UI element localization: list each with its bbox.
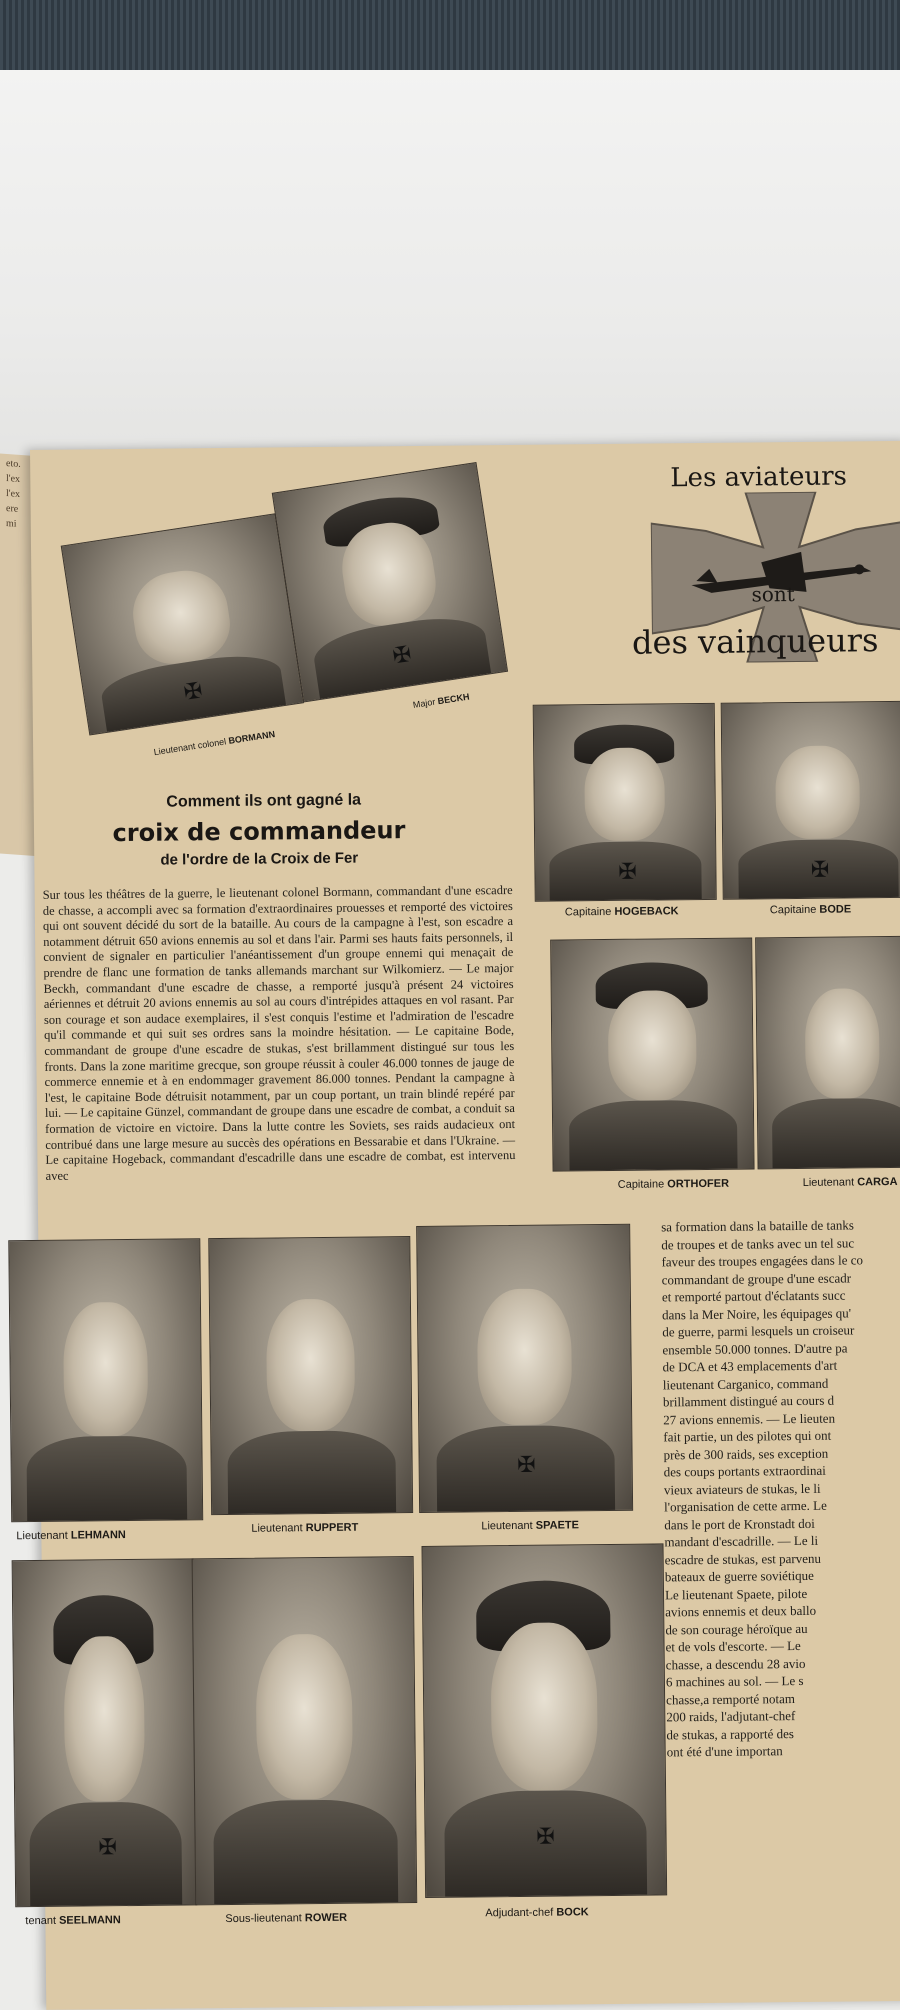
portrait-lehmann <box>8 1238 203 1522</box>
caption-orthofer: Capitaine ORTHOFER <box>617 1177 730 1191</box>
magazine-page <box>16 441 900 2010</box>
portrait-rower <box>192 1556 418 1905</box>
article-headline: croix de commandeur <box>112 816 406 848</box>
title-line-1: Les aviateurs <box>670 461 848 494</box>
portrait-orthofer <box>550 937 754 1171</box>
edge-text: mi <box>6 517 17 530</box>
edge-text: l'ex <box>6 487 21 500</box>
edge-text: ere <box>6 502 19 515</box>
caption-bormann: Lieutenant colonel BORMANN <box>153 728 276 758</box>
caption-ruppert: Lieutenant RUPPERT <box>251 1521 359 1535</box>
title-line-2: sont <box>751 581 795 607</box>
article-body: Sur tous les théâtres de la guerre, le lieutenant colonel Bormann, commandant d'une escadre de chasse, a accompli avec sa formation d'extraordinaires prouesses et remporté des victoires qui ont souvent décidé du sort de la bataille. Au cours de la campagne à l'est, son escadre a notamment détruit 650 avions ennemis au sol et dans l'air. Parmi ses hauts faits personnels, il convient de signaler en particulier l'anéantissement d'un groupe ennemi qui menaçait de prendre de flanc une formation de tanks allemands marchant sur Wilkomierz. — Le major Beckh, commandant d'une escadre de chasse, a remporté jusqu'à présent 24 victoires aériennes et détruit 20 avions ennemis au sol au cours d'intrépides attaques en vol rasant. Par son courage et son audace exemplaires, il s'est conquis l'estime et l'admiration de l'escadre qu'il commande et qui suit ses ordres sans la moindre hésitation. — Le capitaine Bode, commandant de groupe d'une escadre de stukas, s'est brillamment distingué sur tous les fronts. Dans la zone maritime grecque, son groupe réussit à couler 46.000 tonnes de jauge de commerce ennemie et à en endommager gravement 86.000 tonnes. Pendant la campagne à l'est, le capitaine Bode détruisit notamment, par un coup portant, un train blindé repéré par lui. — Le capitaine Günzel, commandant de groupe dans une escadre de combat, a conduit sa formation de victoire en victoire. Dans la lutte contre les Soviets, ses raids audacieux ont contribué dans une large mesure au succès des opérations en Bessarabie et dans l'Ukraine. — Le capitaine Hogeback, commandant d'escadrille dans une escadre de combat, est intervenu avec <box>42 882 516 1183</box>
title-line-3: des vainqueurs <box>631 621 879 662</box>
portrait-beckh: ✠ <box>272 462 508 703</box>
caption-seelmann: tenant SEELMANN <box>25 1914 121 1928</box>
portrait-hogeback: ✠ <box>533 703 717 902</box>
caption-beckh: Major BECKH <box>412 691 471 710</box>
portrait-spaete: ✠ <box>416 1224 633 1513</box>
caption-bock: Adjudant-chef BOCK <box>485 1906 589 1920</box>
caption-carganico: Lieutenant CARGA <box>802 1175 898 1189</box>
edge-text: l'ex <box>6 472 21 485</box>
caption-lehmann: Lieutenant LEHMANN <box>16 1529 126 1543</box>
table-surface <box>0 0 900 80</box>
portrait-ruppert <box>208 1236 413 1515</box>
portrait-bode: ✠ <box>721 701 900 900</box>
portrait-carganico <box>755 936 900 1170</box>
article-kicker: Comment ils ont gagné la <box>166 791 362 811</box>
edge-text: eto. <box>6 457 21 470</box>
portrait-bormann: ✠ <box>61 513 304 735</box>
article-subhead: de l'ordre de la Croix de Fer <box>160 849 359 869</box>
article-continuation: sa formation dans la bataille de tanks de troupes et de tanks avec un tel suc faveur des troupes engagées dans le co commandant de groupe d'une escadr et remporté partout d'éclatants succ dans la Mer Noire, les équipages qu' de guerre, parmi lesquels un croiseur ensemble 50.000 tonnes. D'autre pa de DCA et 43 emplacements d'art lieutenant Carganico, command brillamment distingué au cours d 27 avions ennemis. — Le lieuten fait partie, un des pilotes qui ont près de 300 raids, ses exception des coups portants extraordinai vieux aviateurs de stukas, le li l'organisation de cette arme. Le dans le port de Kronstadt doi mandant d'escadrille. — Le li escadre de stukas, est parvenu bateaux de guerre soviétique Le lieutenant Spaete, pilote avions ennemis et deux ballo de son courage héroïque au et de vols d'escorte. — Le chasse, a descendu 28 avio 6 machines au sol. — Le s chasse,a remporté notam 200 raids, l'adjutant-chef de stukas, a rapporté des ont été d'une importan <box>661 1217 864 1760</box>
caption-bode: Capitaine BODE <box>769 903 852 917</box>
portrait-bock: ✠ <box>421 1543 667 1898</box>
portrait-seelmann: ✠ <box>12 1558 198 1907</box>
caption-spaete: Lieutenant SPAETE <box>481 1519 580 1533</box>
caption-rower: Sous-lieutenant ROWER <box>225 1911 348 1926</box>
caption-hogeback: Capitaine HOGEBACK <box>564 905 679 919</box>
white-cloth-background <box>0 70 900 500</box>
title-block <box>610 461 900 664</box>
